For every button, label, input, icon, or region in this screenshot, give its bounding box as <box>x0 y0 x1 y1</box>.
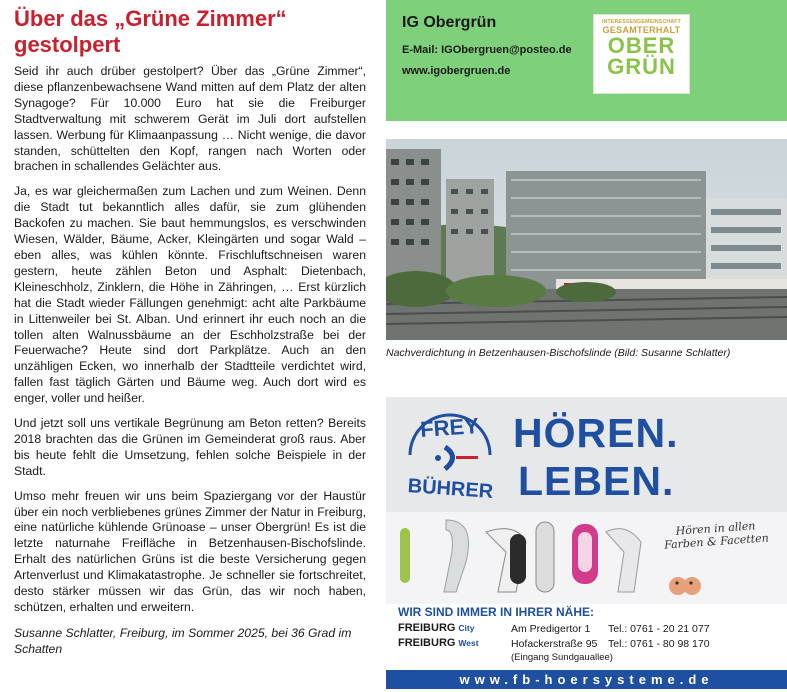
ad-url[interactable]: www.fb-hoersysteme.de <box>459 672 714 687</box>
location-west-label: FREIBURG <box>398 637 456 649</box>
ad-slogan-area <box>386 397 787 512</box>
ig-website[interactable]: www.igobergruen.de <box>402 65 511 77</box>
headline-line-2: gestolpert <box>14 32 121 57</box>
location-city-phone[interactable]: Tel.: 0761 - 20 21 077 <box>608 623 710 635</box>
ad-tagline: Hören in allen Farben & Facetten <box>663 519 770 552</box>
logo-ober: OBER <box>607 33 676 58</box>
ad-hearing-aids <box>386 512 787 604</box>
photo-caption: Nachverdichtung in Betzenhausen-Bischofslinde (Bild: Susanne Schlatter) <box>386 347 731 359</box>
ad-slogan-leben: LEBEN. <box>518 458 675 504</box>
city-buildings-image <box>386 139 787 340</box>
location-west-entrance-note: (Eingang Sundgauallee) <box>511 652 613 663</box>
location-city-label: FREIBURG <box>398 622 456 634</box>
location-west-name <box>398 637 479 649</box>
headline-line-1: Über das „Grüne Zimmer“ <box>14 6 287 31</box>
ig-obergruen-logo <box>593 14 690 94</box>
svg-text:FREY: FREY <box>419 413 480 443</box>
article-paragraph-3: Und jetzt soll uns vertikale Begrünung am Beton retten? Bereits 2018 brachten das die Grünen im Gemeinderat groß raus. Aber bis heute fehlt die Umsetzung, fehlen solche Beispiele in der Stadt. <box>14 416 366 478</box>
article <box>14 6 366 657</box>
logo-gruen: GRÜN <box>607 54 676 79</box>
ig-contact-box <box>386 0 787 121</box>
article-paragraph-4: Umso mehr freuen wir uns beim Spaziergang vor der Haustür über ein noch verbliebenes grünes Zimmer der Natur in Freiburg, eine natürliche kühlende Grünoase – unser Obergrün! Es ist die letzte naturnahe Freifläche in Betzenhausen-Bischofslinde. Erhalt des natürlichen Grüns ist die beste Versicherung gegen Artenverlust und Klimakatastrophe. Je schneller sie fortschreitet, desto stärker müssen wir das Grün, das wir noch haben, schützen, erhalten und erweitern. <box>14 488 366 614</box>
svg-text:BÜHRER: BÜHRER <box>406 475 494 503</box>
location-west-phone[interactable]: Tel.: 0761 - 80 98 170 <box>608 638 710 650</box>
location-west-area: West <box>458 638 479 648</box>
ad-url-bar[interactable] <box>386 670 787 689</box>
city-photo <box>386 139 787 340</box>
ad-slogan-hoeren: HÖREN. <box>513 410 679 456</box>
advertisement[interactable] <box>386 397 787 689</box>
article-signature: Susanne Schlatter, Freiburg, im Sommer 2025, bei 36 Grad im Schatten <box>14 625 352 656</box>
ad-locations-headline: WIR SIND IMMER IN IHRER NÄHE: <box>398 605 594 619</box>
location-city-area: City <box>458 623 475 633</box>
location-city-street: Am Predigertor 1 <box>511 623 591 635</box>
location-city-name <box>398 622 474 634</box>
ad-locations <box>386 604 787 670</box>
ig-title: IG Obergrün <box>402 14 497 31</box>
article-paragraph-1: Seid ihr auch drüber gestolpert? Über das „Grüne Zimmer“, diese pflanzenbewachsene Wand mitten auf dem Platz der alten Synagoge? Für 10.000 Euro hat sie die Freiburger Stadtverwaltung mit schwerem Gerät im Juli dort aufstellen lassen. Werbung für Klimaanpassung … Nicht wenige, die davor standen, schüttelten den Kopf, rangen nach Worten oder brachen in schallendes Gelächter aus. <box>14 64 366 174</box>
ig-email[interactable]: E-Mail: IGObergruen@posteo.de <box>402 44 572 56</box>
logo-small-text: INTERESSENGEMEINSCHAFT <box>601 19 682 25</box>
article-paragraph-2: Ja, es war gleichermaßen zum Lachen und zum Weinen. Denn die Stadt tut bekanntlich alles dafür, sie zum glühenden Backofen zu machen. Sie baut hemmungslos, es verschwinden Wiesen, Wälder, Bäume, Acker, Kleingärten und sogar Wald – eben alles, was kühlen könnte. Frischluftschneisen waren gestern, heute zählen Beton und Asphalt: Dietenbach, Kleineschholz, Zinklern, die Höhe in Zähringen, … Erst kürzlich hat die Stadt wieder Fällungen genehmigt: acht alte Parkbäume in Littenweiler bei St. Alban. Und erinnert ihr euch noch an die tollen alten Walnussbäume an der Eschholzstraße bei der Feuerwache? Heute sind dort Parkplätze. Auch an den unzähligen Ecken, wo innerhalb der Stadtteile verdichtet wird, fallen fast täglich Gärten und Bäume weg. Auch dort wird es enger, voller und heißer. <box>14 184 366 406</box>
location-west-street: Hofackerstraße 95 <box>511 638 598 650</box>
frey-buehrer-logo <box>390 397 510 512</box>
logo-mid-text: GESAMTERHALT <box>602 25 681 35</box>
article-headline <box>14 6 366 58</box>
